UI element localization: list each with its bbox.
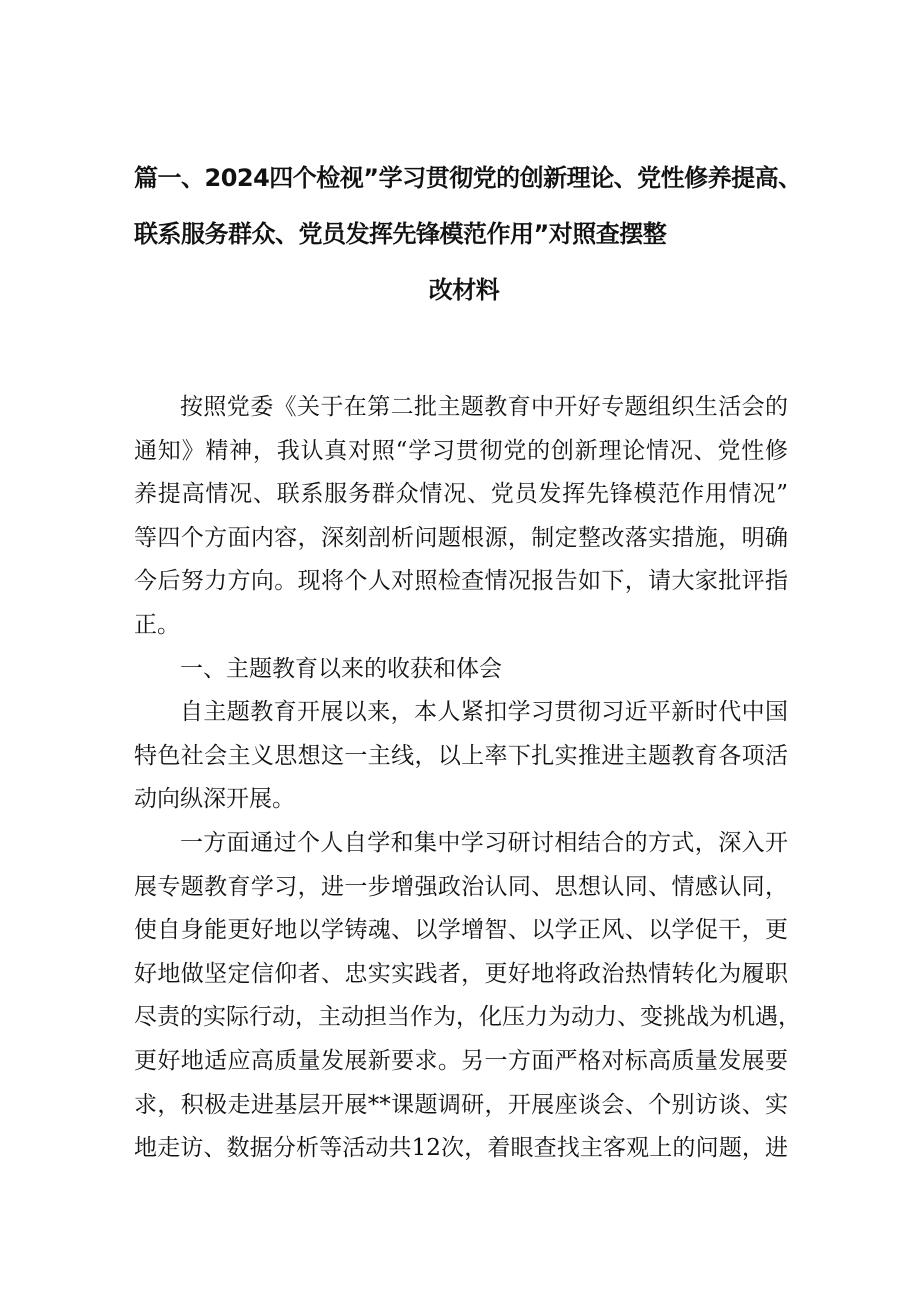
para2-line-2: 特色社会主义思想这一主线，以上率下扎实推进主题教育各项活 (134, 742, 788, 769)
intro-line-2: 通知》精神，我认真对照“学习贯彻党的创新理论情况、党性修 (134, 437, 788, 464)
title-line-1: 篇一、2024四个检视”学习贯彻党的创新理论、党性修养提高、 (134, 164, 802, 192)
document-body (134, 386, 801, 1171)
para3-line-7: 求，积极走进基层开展**课题调研，开展座谈会、个别访谈、实 (134, 1091, 788, 1118)
para3-line-1: 一方面通过个人自学和集中学习研讨相结合的方式，深入开 (180, 829, 788, 856)
intro-line-3: 养提高情况、联系服务群众情况、党员发挥先锋模范作用情况” (134, 481, 788, 508)
para2-line-1: 自主题教育开展以来，本人紧扣学习贯彻习近平新时代中国 (180, 699, 788, 726)
para3-line-5: 尽责的实际行动，主动担当作为，化压力为动力、变挑战为机遇， (134, 1004, 801, 1031)
para3-line-3: 使自身能更好地以学铸魂、以学增智、以学正风、以学促干，更 (134, 917, 788, 944)
intro-line-6: 正。 (134, 611, 180, 638)
title-line-2: 联系服务群众、党员发挥先锋模范作用”对照查摆整 (134, 220, 667, 248)
intro-line-1: 按照党委《关于在第二批主题教育中开好专题组织生活会的 (180, 394, 788, 420)
intro-line-4: 等四个方面内容，深刻剖析问题根源，制定整改落实措施，明确 (134, 524, 788, 551)
section-heading-1: 一、主题教育以来的收获和体会 (180, 655, 502, 682)
para3-line-6: 更好地适应高质量发展新要求。另一方面严格对标高质量发展要 (134, 1047, 788, 1074)
para3-line-2: 展专题教育学习，进一步增强政治认同、思想认同、情感认同， (134, 873, 788, 900)
para3-line-8: 地走访、数据分析等活动共12次，着眼查找主客观上的问题，进 (134, 1135, 788, 1162)
intro-paragraph (134, 386, 788, 648)
document-title (134, 150, 802, 318)
intro-line-5: 今后努力方向。现将个人对照检查情况报告如下，请大家批评指 (134, 568, 788, 595)
para2-line-3: 动向纵深开展。 (134, 786, 295, 813)
title-line-3: 改材料 (428, 276, 500, 304)
para3-line-4: 好地做坚定信仰者、忠实实践者，更好地将政治热情转化为履职 (134, 960, 788, 987)
paragraph-3 (134, 822, 801, 1171)
paragraph-2 (134, 691, 788, 822)
